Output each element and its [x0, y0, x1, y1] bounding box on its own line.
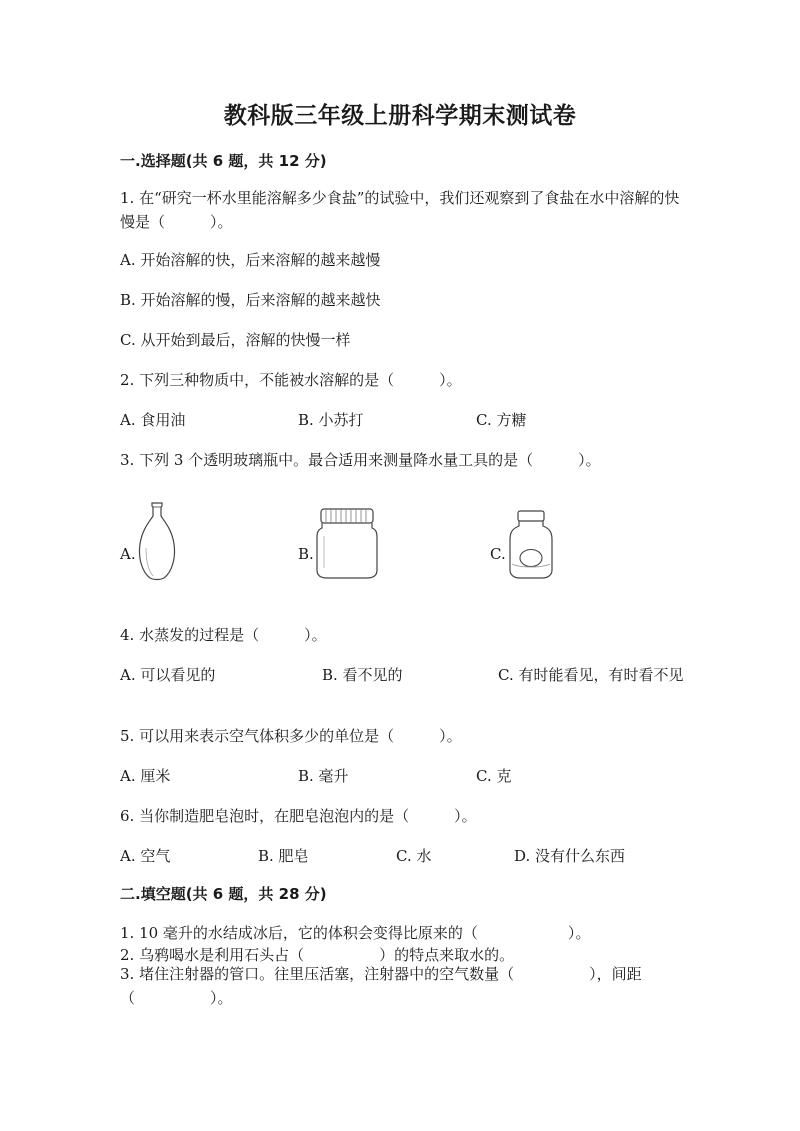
vase-illustration	[134, 500, 180, 582]
question-2-text-content: 2. 下列三种物质中，不能被水溶解的是（ ）。	[120, 371, 462, 389]
fill-question-3: 3. 堵住注射器的管口。往里压活塞，注射器中的空气数量（ ），间距（ ）。	[120, 965, 642, 1007]
question-5-option-b: B. 毫升	[298, 767, 349, 785]
question-3-option-b-label: B.	[298, 545, 314, 563]
jar-illustration	[314, 506, 380, 580]
question-3-text: 3. 下列 3 个透明玻璃瓶中。最合适用来测量降水量工具的是（ ）。	[120, 451, 601, 469]
question-6-option-b: B. 肥皂	[258, 847, 309, 865]
question-6-option-a: A. 空气	[120, 847, 171, 865]
question-1-option-a: A. 开始溶解的快，后来溶解的越来越慢	[120, 251, 381, 269]
section-heading-choice: 一.选择题(共 6 题，共 12 分)	[120, 152, 327, 170]
question-1-option-c: C. 从开始到最后，溶解的快慢一样	[120, 331, 351, 349]
question-1-text: 1. 在“研究一杯水里能溶解多少食盐”的试验中，我们还观察到了食盐在水中溶解的快慢是（ ）。	[120, 189, 680, 231]
question-1-option-b: B. 开始溶解的慢，后来溶解的越来越快	[120, 291, 381, 309]
question-6-option-d: D. 没有什么东西	[514, 847, 626, 865]
question-5-text: 5. 可以用来表示空气体积多少的单位是（ ）。	[120, 727, 462, 745]
question-4-option-a: A. 可以看见的	[120, 666, 216, 684]
question-4-option-c: C. 有时能看见，有时看不见	[498, 666, 684, 684]
question-2-option-b: B. 小苏打	[298, 411, 364, 429]
question-4-option-b: B. 看不见的	[322, 666, 403, 684]
question-4-text: 4. 水蒸发的过程是（ ）。	[120, 626, 327, 644]
question-3-option-a-label: A.	[120, 545, 136, 563]
bottle-with-egg-illustration	[506, 508, 556, 580]
question-6-option-c: C. 水	[396, 847, 432, 865]
section-heading-fill-in: 二.填空题(共 6 题，共 28 分)	[120, 885, 327, 903]
question-3-option-c-label: C.	[490, 545, 506, 563]
page-title: 教科版三年级上册科学期末测试卷	[223, 103, 577, 129]
question-2-option-a: A. 食用油	[120, 411, 186, 429]
question-5-option-a: A. 厘米	[120, 767, 171, 785]
fill-question-2: 2. 乌鸦喝水是利用石头占（ ）的特点来取水的。	[120, 946, 515, 964]
question-6-text: 6. 当你制造肥皂泡时，在肥皂泡泡内的是（ ）。	[120, 807, 477, 825]
question-5-option-c: C. 克	[476, 767, 512, 785]
question-2-option-c: C. 方糖	[476, 411, 527, 429]
fill-question-1: 1. 10 毫升的水结成冰后，它的体积会变得比原来的（ ）。	[120, 924, 591, 942]
